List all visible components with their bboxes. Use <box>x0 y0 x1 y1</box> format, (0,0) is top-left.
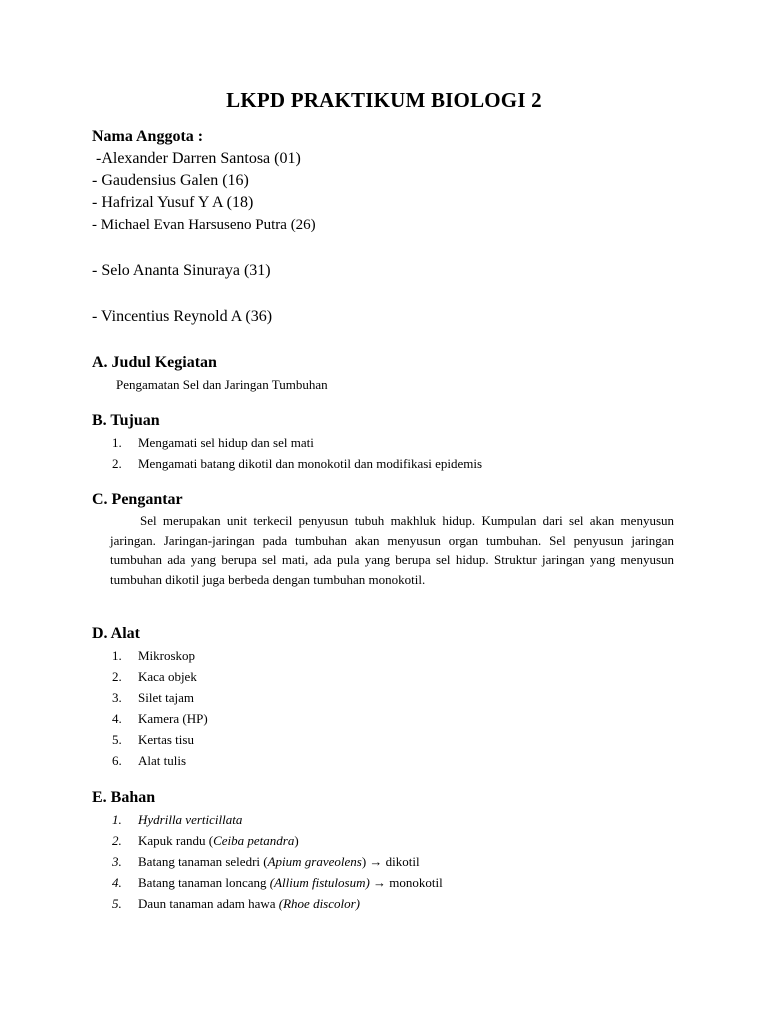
member-item: - Hafrizal Yusuf Y A (18) <box>92 194 254 211</box>
section-bahan <box>92 787 674 914</box>
list-item: 2. Kaca objek <box>112 669 197 684</box>
member-list <box>92 126 316 328</box>
list-item: 3. Batang tanaman seledri (Apium graveolens) → dikotil <box>112 854 420 869</box>
member-item: - Gaudensius Galen (16) <box>92 172 249 189</box>
member-item: - Michael Evan Harsuseno Putra (26) <box>92 217 316 233</box>
members-label: Nama Anggota : <box>92 128 204 145</box>
objectives-list <box>92 432 674 474</box>
tools-list <box>92 645 674 771</box>
section-heading: E. Bahan <box>92 789 156 806</box>
section-heading: A. Judul Kegiatan <box>92 354 217 371</box>
section-heading: C. Pengantar <box>92 491 183 508</box>
list-item: 2. Kapuk randu (Ceiba petandra) <box>112 833 299 848</box>
intro-paragraph: Sel merupakan unit terkecil penyusun tubuh makhluk hidup. Kumpulan dari sel akan menyusun jaringan. Jaringan-jaringan pada tumbuhan akan menyusun organ tumbuhan. Sel penyusun jaringan tumbuhan ada yang berupa sel mati, ada pula yang berupa sel hidup. Struktur jaringan yang menyusun tumbuhan dikotil juga berbeda dengan tumbuhan monokotil. <box>110 513 674 587</box>
list-item: 2. Mengamati batang dikotil dan monokotil dan modifikasi epidemis <box>112 456 483 471</box>
list-item: 3. Silet tajam <box>112 690 194 705</box>
list-item: 1. Hydrilla verticillata <box>112 812 243 827</box>
list-item: 4. Batang tanaman loncang (Allium fistulosum) → monokotil <box>112 875 443 890</box>
section-pengantar <box>92 489 674 589</box>
activity-title: Pengamatan Sel dan Jaringan Tumbuhan <box>116 377 328 392</box>
list-item: 5. Daun tanaman adam hawa (Rhoe discolor) <box>112 896 361 911</box>
document-title: LKPD PRAKTIKUM BIOLOGI 2 <box>226 88 542 112</box>
section-alat <box>92 623 674 771</box>
member-item: -Alexander Darren Santosa (01) <box>96 150 301 167</box>
section-heading: B. Tujuan <box>92 412 160 429</box>
list-item: 6. Alat tulis <box>112 753 187 768</box>
section-judul-kegiatan <box>92 352 674 395</box>
materials-list <box>92 809 674 914</box>
section-tujuan <box>92 410 674 474</box>
list-item: 1. Mengamati sel hidup dan sel mati <box>112 435 314 450</box>
list-item: 4. Kamera (HP) <box>112 711 208 726</box>
list-item: 1. Mikroskop <box>112 648 196 663</box>
member-item: - Selo Ananta Sinuraya (31) <box>92 262 271 279</box>
section-heading: D. Alat <box>92 625 140 642</box>
list-item: 5. Kertas tisu <box>112 732 194 747</box>
member-item: - Vincentius Reynold A (36) <box>92 308 273 325</box>
